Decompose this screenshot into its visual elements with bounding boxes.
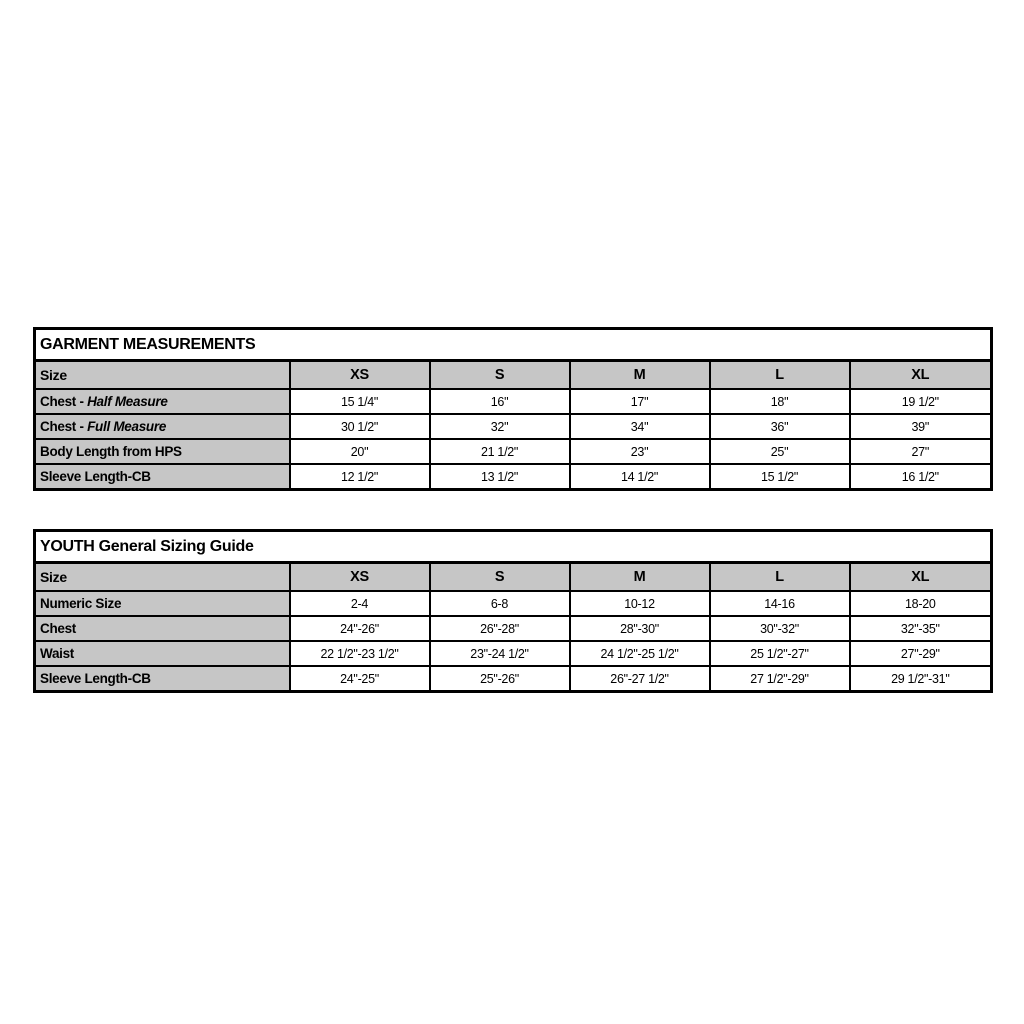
cell-value: 39" <box>850 414 992 439</box>
cell-value: 24"-26" <box>290 616 430 641</box>
row-label-text: Chest <box>40 621 77 636</box>
table-row <box>35 616 992 641</box>
cell-value: 18" <box>710 389 850 414</box>
size-header-label: Size <box>35 361 290 390</box>
table-row <box>35 464 992 490</box>
row-label <box>35 439 290 464</box>
row-label-text: Body Length from HPS <box>40 444 182 459</box>
size-header-row <box>35 563 992 592</box>
cell-value: 26"-27 1/2" <box>570 666 710 692</box>
cell-value: 12 1/2" <box>290 464 430 490</box>
cell-value: 17" <box>570 389 710 414</box>
col-header-l: L <box>710 563 850 592</box>
col-header-xs: XS <box>290 361 430 390</box>
cell-value: 18-20 <box>850 591 992 616</box>
row-label-text: Sleeve Length-CB <box>40 469 151 484</box>
cell-value: 32" <box>430 414 570 439</box>
youth-sizing-guide-table <box>33 529 993 693</box>
table-row <box>35 666 992 692</box>
col-header-xl: XL <box>850 563 992 592</box>
col-header-xs: XS <box>290 563 430 592</box>
cell-value: 30"-32" <box>710 616 850 641</box>
row-label-italic: Half Measure <box>87 394 168 409</box>
row-label-text: Numeric Size <box>40 596 122 611</box>
row-label <box>35 666 290 692</box>
cell-value: 23"-24 1/2" <box>430 641 570 666</box>
row-label <box>35 591 290 616</box>
cell-value: 23" <box>570 439 710 464</box>
row-label-text: Chest - <box>40 394 88 409</box>
cell-value: 2-4 <box>290 591 430 616</box>
table-row <box>35 389 992 414</box>
cell-value: 27 1/2"-29" <box>710 666 850 692</box>
cell-value: 25 1/2"-27" <box>710 641 850 666</box>
cell-value: 24"-25" <box>290 666 430 692</box>
col-header-xl: XL <box>850 361 992 390</box>
table-row <box>35 439 992 464</box>
cell-value: 26"-28" <box>430 616 570 641</box>
cell-value: 24 1/2"-25 1/2" <box>570 641 710 666</box>
row-label-text: Waist <box>40 646 75 661</box>
cell-value: 13 1/2" <box>430 464 570 490</box>
cell-value: 28"-30" <box>570 616 710 641</box>
cell-value: 16 1/2" <box>850 464 992 490</box>
cell-value: 32"-35" <box>850 616 992 641</box>
table-title: GARMENT MEASUREMENTS <box>35 329 992 361</box>
row-label <box>35 414 290 439</box>
size-header-row <box>35 361 992 390</box>
size-header-label: Size <box>35 563 290 592</box>
cell-value: 15 1/2" <box>710 464 850 490</box>
cell-value: 21 1/2" <box>430 439 570 464</box>
row-label <box>35 616 290 641</box>
row-label-text: Chest - <box>40 419 88 434</box>
cell-value: 30 1/2" <box>290 414 430 439</box>
cell-value: 29 1/2"-31" <box>850 666 992 692</box>
row-label <box>35 389 290 414</box>
cell-value: 14-16 <box>710 591 850 616</box>
cell-value: 15 1/4" <box>290 389 430 414</box>
row-label <box>35 641 290 666</box>
cell-value: 34" <box>570 414 710 439</box>
table-title-row <box>35 531 992 563</box>
row-label <box>35 464 290 490</box>
cell-value: 20" <box>290 439 430 464</box>
cell-value: 27" <box>850 439 992 464</box>
cell-value: 14 1/2" <box>570 464 710 490</box>
table-row <box>35 591 992 616</box>
table-row <box>35 414 992 439</box>
cell-value: 10-12 <box>570 591 710 616</box>
table-title-row <box>35 329 992 361</box>
table-title: YOUTH General Sizing Guide <box>35 531 992 563</box>
cell-value: 36" <box>710 414 850 439</box>
cell-value: 25" <box>710 439 850 464</box>
col-header-m: M <box>570 361 710 390</box>
col-header-s: S <box>430 563 570 592</box>
row-label-text: Sleeve Length-CB <box>40 671 151 686</box>
cell-value: 16" <box>430 389 570 414</box>
col-header-s: S <box>430 361 570 390</box>
cell-value: 25"-26" <box>430 666 570 692</box>
cell-value: 19 1/2" <box>850 389 992 414</box>
cell-value: 22 1/2"-23 1/2" <box>290 641 430 666</box>
col-header-l: L <box>710 361 850 390</box>
table-row <box>35 641 992 666</box>
cell-value: 6-8 <box>430 591 570 616</box>
cell-value: 27"-29" <box>850 641 992 666</box>
garment-measurements-table <box>33 327 993 491</box>
row-label-italic: Full Measure <box>87 419 167 434</box>
col-header-m: M <box>570 563 710 592</box>
